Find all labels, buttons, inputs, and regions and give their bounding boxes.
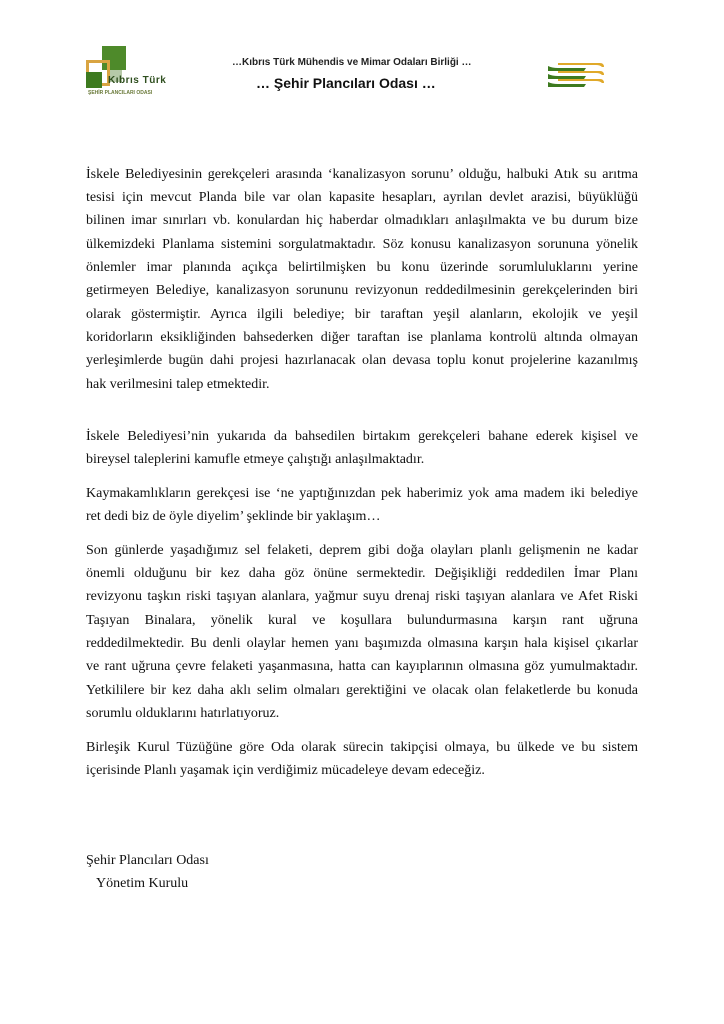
text-line: reddedilmektedir. Bu denli olaylar hemen yanı başımızda olmasına karşın hala kişisel çıkarlar bbox=[86, 636, 638, 651]
kmmob-stripes-logo-icon bbox=[546, 60, 606, 90]
logo-subtitle: ŞEHİR PLANCILARI ODASI bbox=[88, 90, 153, 96]
text-line: Son günlerde yaşadığımız sel felaketi, deprem gibi doğa olayları planlı gelişmenin ne kadar bbox=[86, 543, 638, 558]
text-line: ülkemizdeki Planlama sistemini sorgulatmaktadır. Söz konusu kanalizasyon sorununa yönelik bbox=[86, 237, 638, 252]
text-line: önlemler imar planında açıkça belirtilmişken bu konu üzerinde sorumluluklarını yerine bbox=[86, 260, 638, 275]
text-line: yerleşimlerde bugün dahi projesi hazırlanacak olan devasa toplu konut projelerine kazanılmış bbox=[86, 353, 638, 368]
text-line: içerisinde Planlı yaşamak için verdiğimiz mücadeleye devam edeceğiz. bbox=[86, 763, 485, 778]
text-line: Kaymakamlıkların gerekçesi ise ‘ne yaptığınızdan pek haberimiz yok ama madem iki belediye bbox=[86, 486, 638, 501]
text-line: olarak göstermiştir. Ayrıca ilgili belediye; bir taraftan yeşil alanların, ekolojik ve yeşil bbox=[86, 307, 638, 322]
text-line: revizyonu taşkın riski taşıyan alanlara, yağmur suyu drenaj riski taşıyan alanlara ve Afet Riski bbox=[86, 589, 638, 604]
ktmmob-spo-logo bbox=[86, 46, 196, 102]
text-line: önemli olduğunu bir kez daha göz önüne sermektedir. Değişikliği reddedilen İmar Planı bbox=[86, 566, 638, 581]
text-line: Yetkililere bir kez daha aklı selim olmaları gerektiğini ve olacak olan felaketlerde bu konuda bbox=[86, 683, 638, 698]
letterhead bbox=[86, 46, 606, 102]
signature-organization: Şehir Plancıları Odası bbox=[86, 853, 209, 868]
text-line: ve rant uğruna çevre felaketi yaşanmasına, hatta can kayıplarının olmasına göz yumulmaktadır. bbox=[86, 659, 638, 674]
text-line: ret dedi biz de öyle diyelim’ şeklinde bir yaklaşım… bbox=[86, 509, 381, 524]
text-line: getirmeyen Belediye, kanalizasyon sorununu revizyonun reddedilmesinin gerekçelerinden biri bbox=[86, 283, 638, 298]
chamber-name: … Şehir Plancıları Odası … bbox=[256, 75, 436, 91]
text-line: Birleşik Kurul Tüzüğüne göre Oda olarak sürecin takipçisi olmaya, bu ülkede ve bu sistem bbox=[86, 740, 638, 755]
text-line: tesisi için mevcut Planda bile var olan kapasite hesapları, ayrılan devlet arazisi, büyüklüğü bbox=[86, 190, 638, 205]
text-line: Taşıyan Binalara, yönelik kural ve koşullara bulundurmasına karşın rant uğruna bbox=[86, 613, 638, 628]
text-line: İskele Belediyesi’nin yukarıda da bahsedilen birtakım gerekçeleri bahane ederek kişisel ve bbox=[86, 429, 638, 444]
logo-dark-square-icon bbox=[86, 72, 102, 88]
logo-name: Kıbrıs Türk bbox=[108, 75, 167, 86]
signature-board: Yönetim Kurulu bbox=[96, 876, 189, 891]
text-line: bireysel taleplerini kamufle etmeye çalıştığı anlaşılmaktadır. bbox=[86, 452, 425, 467]
text-line: bilinen imar sınırları vb. konulardan hiç haberdar olmadıkları anlaşılmakta ve bu durum bize bbox=[86, 213, 638, 228]
text-line: İskele Belediyesinin gerekçeleri arasında ‘kanalizasyon sorunu’ olduğu, halbuki Atık su arıtma bbox=[86, 167, 638, 182]
text-line: sorumlu olduklarını hatırlatıyoruz. bbox=[86, 706, 280, 721]
text-line: hak verilmesini talep etmektedir. bbox=[86, 377, 270, 392]
union-name: …Kıbrıs Türk Mühendis ve Mimar Odaları Birliği … bbox=[232, 57, 472, 68]
text-line: koridorların eksikliğinden bahsederken diğer taraftan ise planlama kontrolü altında olmayan bbox=[86, 330, 638, 345]
